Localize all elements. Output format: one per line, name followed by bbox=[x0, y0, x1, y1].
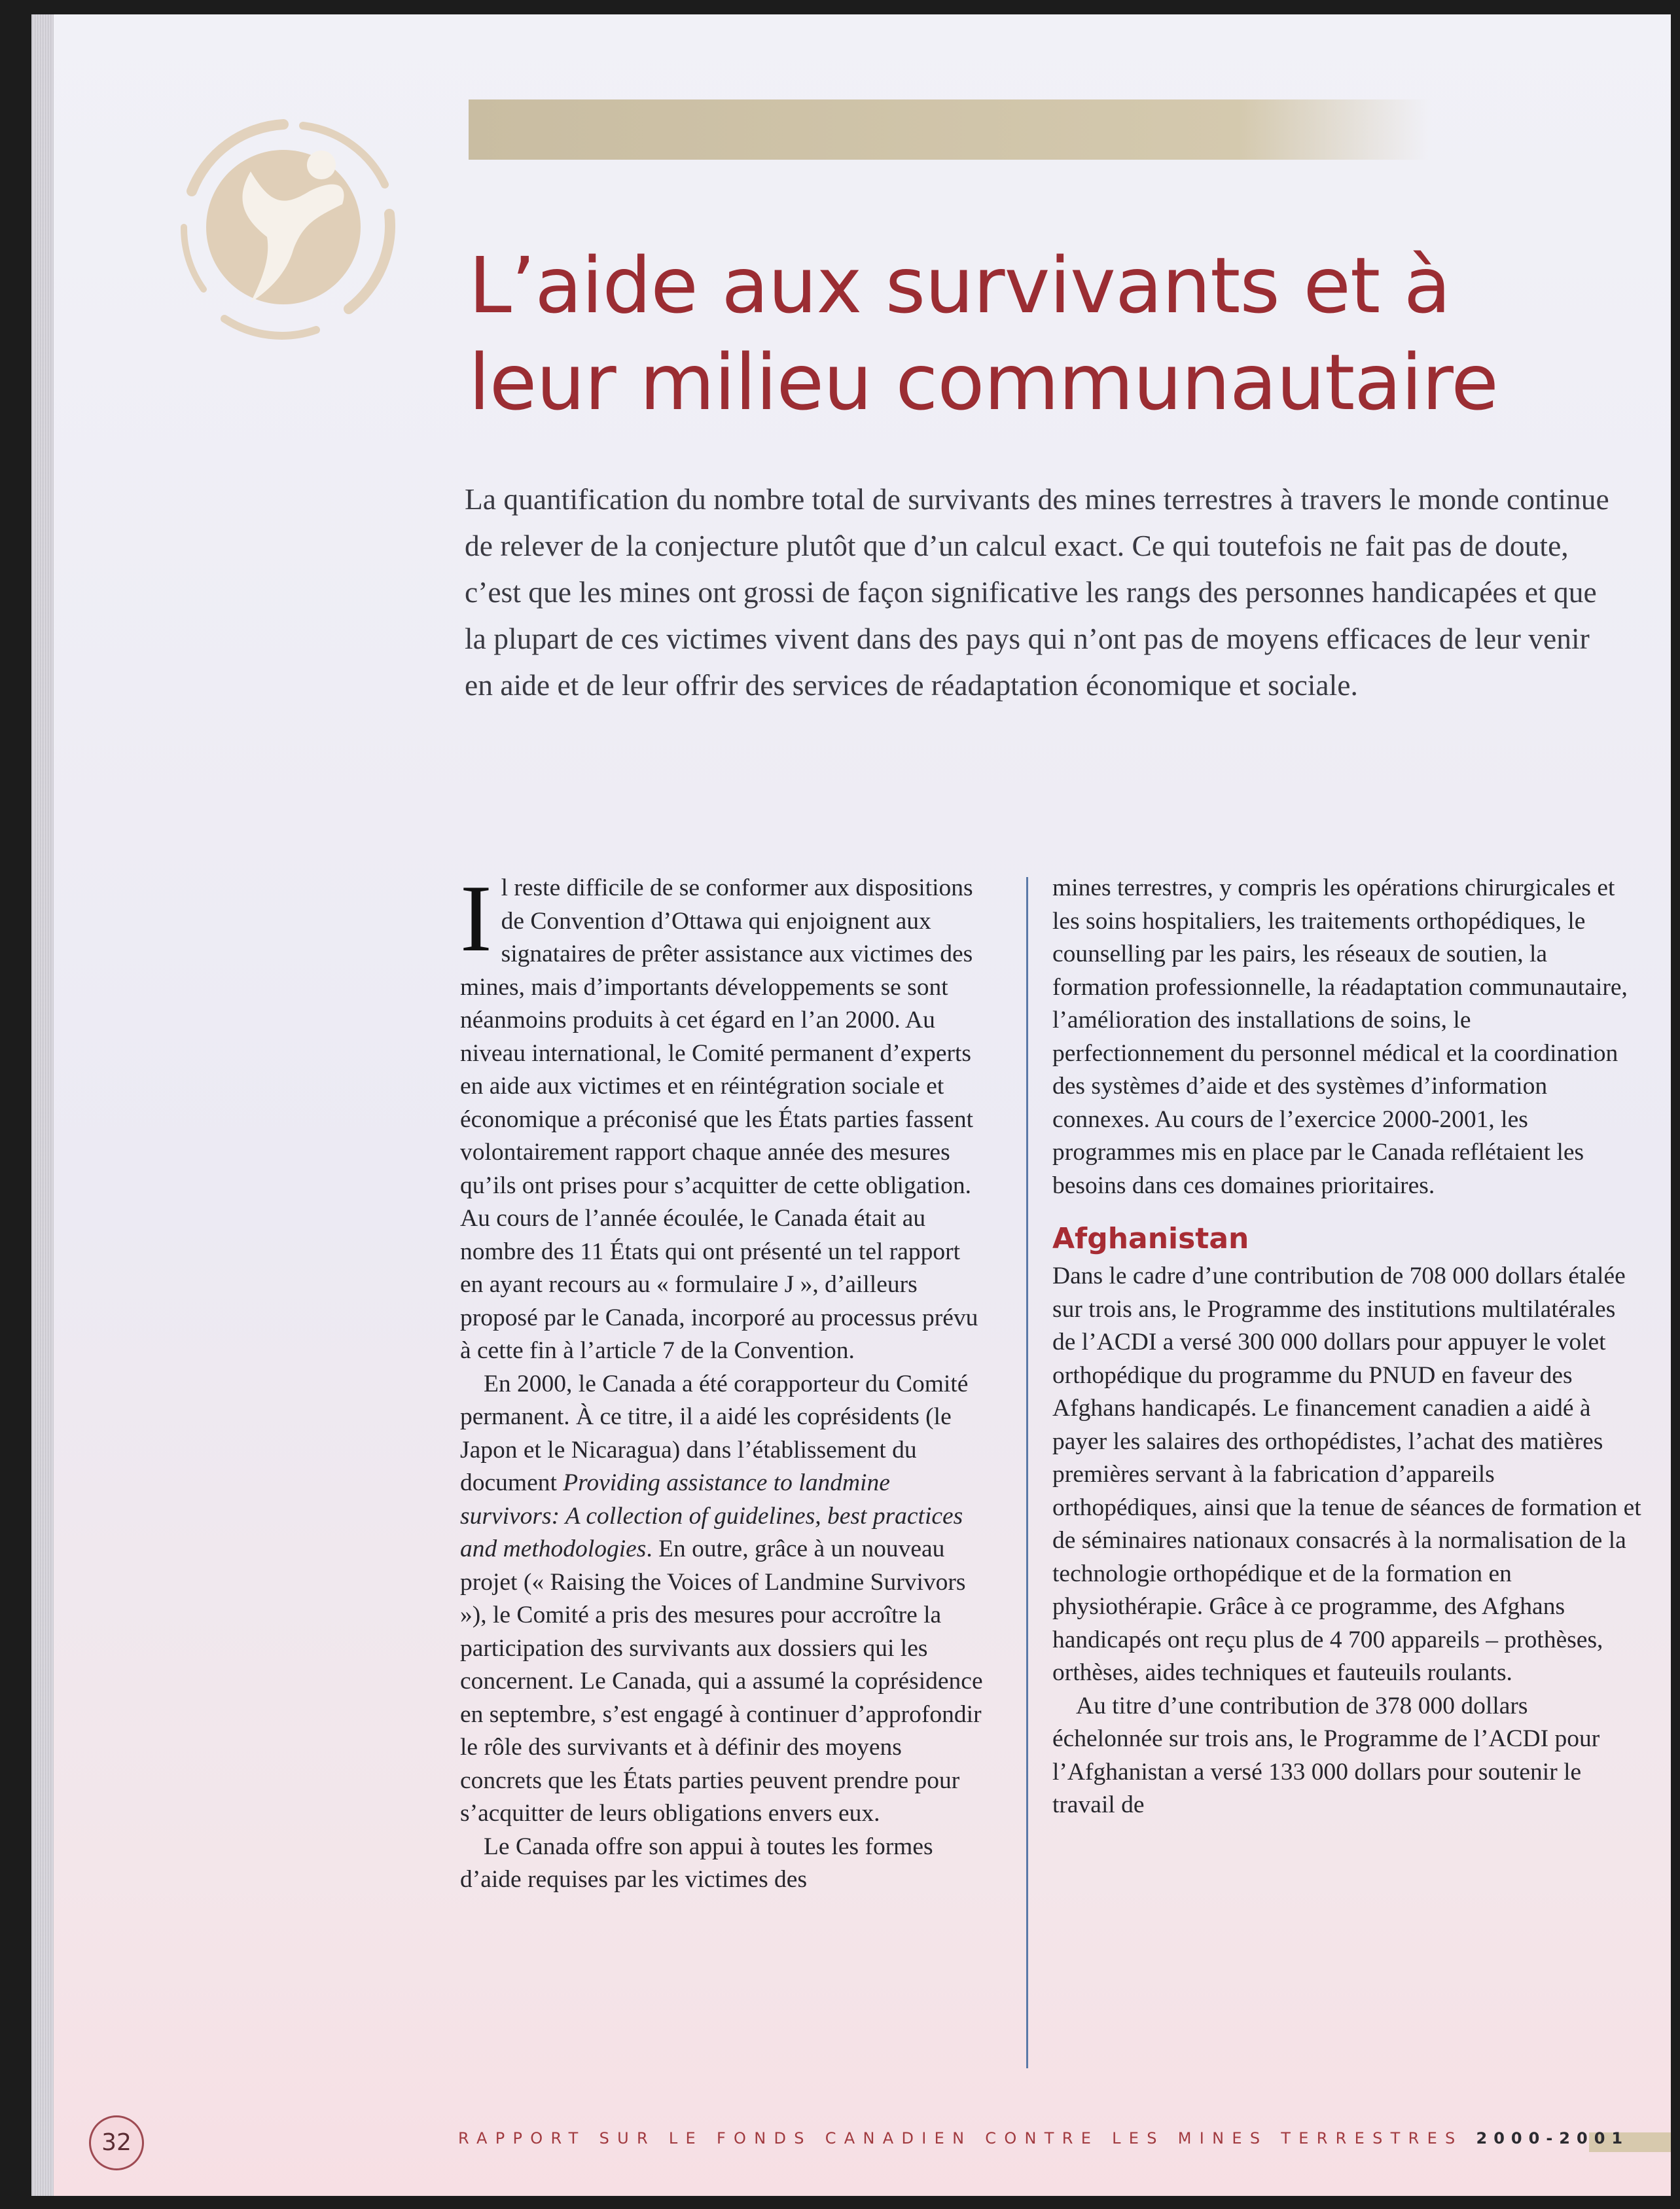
footer-title: RAPPORT SUR LE FONDS CANADIEN CONTRE LES MINES TERRESTRES bbox=[458, 2129, 1463, 2147]
right-paragraph-3: Au titre d’une contribution de 378 000 dollars échelonnée sur trois ans, le Programme de l’ACDI pour l’Afghanistan a versé 133 000 dollars pour soutenir le travail de bbox=[1052, 1692, 1600, 1818]
drop-cap: I bbox=[460, 865, 492, 971]
left-paragraph-2 bbox=[460, 1368, 984, 1831]
running-footer bbox=[458, 2129, 1629, 2147]
column-divider bbox=[1026, 877, 1028, 2068]
right-column bbox=[1052, 872, 1641, 1822]
intro-paragraph: La quantification du nombre total de survivants des mines terrestres à travers le monde continue de relever de la conjecture plutôt que d’un calcul exact. Ce qui toutefois ne fait pas de doute, c’est que les mines ont grossi de façon significative les rangs des personnes handicapées et que la plupart de ces victimes vivent dans des pays qui n’ont pas de moyens efficaces de leur venir en aide et de leur offrir des services de réadaptation économique et sociale. bbox=[465, 482, 1609, 702]
document-page bbox=[31, 14, 1671, 2196]
page-number: 32 bbox=[89, 2115, 144, 2170]
publication-title: Providing assistance to landmine survivors: A collection of guidelines, best practices and methodologies bbox=[460, 1469, 963, 1562]
left-paragraph-1-text: l reste difficile de se conformer aux dispositions de Convention d’Ottawa qui enjoignent aux signataires de prêter assistance aux victimes des mines, mais d’importants développements se sont néanmoins produits à cet égard en l’an 2000. Au niveau international, le Comité permanent d’experts en aide aux victimes et en réintégration sociale et économique a préconisé que les États parties fassent volontairement rapport chaque année des mesures qu’ils ont prises pour s’acquitter de cette obligation. Au cours de l’année écoulée, le Canada était au nombre des 11 États qui ont présenté un tel rapport en ayant recours au « formulaire J », d’ailleurs proposé par le Canada, incorporé au processus prévu à cette fin à l’article 7 de la Convention. bbox=[460, 874, 978, 1364]
footer-year: 2000-2001 bbox=[1476, 2129, 1630, 2147]
fund-logo-icon bbox=[152, 93, 427, 368]
section-heading-afghanistan: Afghanistan bbox=[1052, 1222, 1249, 1255]
left-column bbox=[460, 865, 984, 1897]
right-paragraph-2: Dans le cadre d’une contribution de 708 000 dollars étalée sur trois ans, le Programme des institutions multilatérales de l’ACDI a versé 300 000 dollars pour appuyer le volet orthopédique du programme du PNUD en faveur des Afghans handicapés. Le financement canadien a aidé à payer les salaires des orthopédistes, l’achat des matières premières servant à la fabrication d’appareils orthopédiques, ainsi que la tenue de séances de formation et de séminaires nationaux consacrés à la normalisation de la technologie orthopédique et de la formation en physiothérapie. Grâce à ce programme, des Afghans handicapés ont reçu plus de 4 700 appareils – prothèses, orthèses, aides techniques et fauteuils roulants. bbox=[1052, 1263, 1641, 1686]
left-paragraph-2-text-a: En 2000, le Canada a été corapporteur du Comité permanent. À ce titre, il a aidé les coprésidents (le Japon et le Nicaragua) dans l’établissement du document bbox=[460, 1370, 969, 1496]
page-title: L’aide aux survivants et à leur milieu communautaire bbox=[469, 240, 1498, 427]
left-paragraph-1 bbox=[460, 865, 984, 1368]
left-paragraph-3: Le Canada offre son appui à toutes les formes d’aide requises par les victimes des bbox=[460, 1833, 933, 1893]
left-paragraph-2-text-b: . En outre, grâce à un nouveau projet (« Raising the Voices of Landmine Survivors »), le Comité a pris des mesures pour accroître la participation des survivants aux dossiers qui les concernent. Le Canada, qui a assumé la coprésidence en septembre, s’est engagé à continuer d’approfondir le rôle des survivants et à définir des moyens concrets que les États parties peuvent prendre pour s’acquitter de leurs obligations envers eux. bbox=[460, 1536, 983, 1827]
page-edge bbox=[31, 14, 54, 2196]
right-paragraph-1: mines terrestres, y compris les opérations chirurgicales et les soins hospitaliers, les traitements orthopédiques, le counselling par les pairs, les réseaux de soutien, la formation professionnelle, la réadaptation communautaire, l’amélioration des installations de soins, le perfectionnement du personnel médical et la coordination des systèmes d’aide et des systèmes d’information connexes. Au cours de l’exercice 2000-2001, les programmes mis en place par le Canada reflétaient les besoins dans ces domaines prioritaires. bbox=[1052, 874, 1628, 1199]
title-accent-bar bbox=[469, 99, 1431, 160]
